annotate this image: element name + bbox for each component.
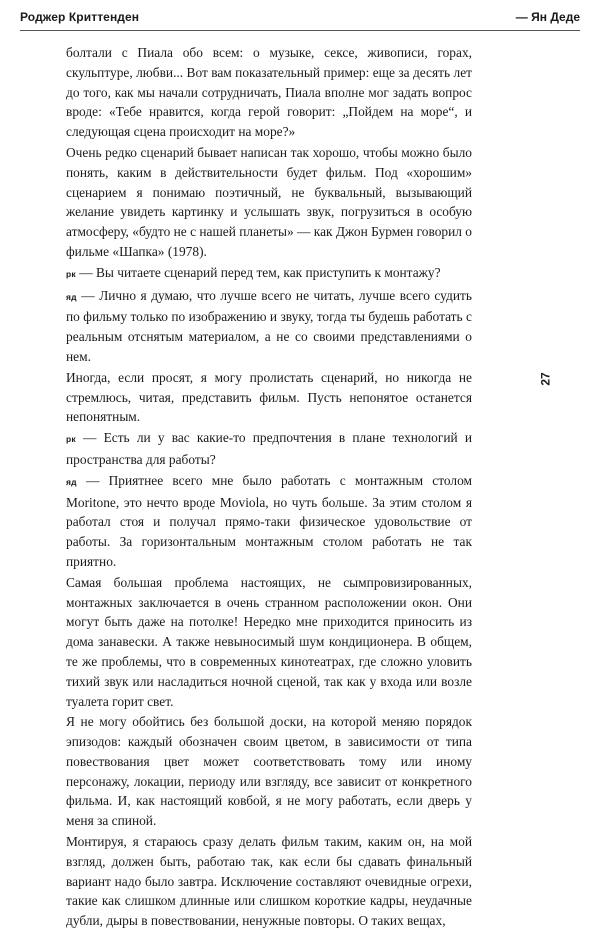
paragraph — [66, 832, 472, 931]
paragraph — [66, 43, 472, 142]
answer-paragraph — [66, 286, 472, 367]
running-head-author: Роджер Криттенден — [20, 10, 140, 24]
header-rule — [20, 30, 580, 31]
paragraph-text: Монтируя, я стараюсь сразу делать фильм таким, каким он, на мой взгляд, должен быть, работаю так, как если бы сдавать финальный вариант надо было завтра. Исключение составляют очевидные огрехи, такие как слишком длинные или слишком короткие кадры, неудачные дубли, дыры в повествовании, ненужные повторы. О таких вещах, — [66, 834, 472, 929]
running-head-interviewee: — Ян Деде — [515, 10, 580, 24]
question-paragraph — [66, 263, 472, 285]
paragraph-text: — Приятнее всего мне было работать с монтажным столом Moritone, это нечто вроде Moviola, но чуть больше. За этим столом я работал стоя и получал прямо-таки физическое удовольствие от работы. За горизонтальным монтажным столом работать не так приятно. — [66, 472, 472, 569]
paragraph — [66, 143, 472, 262]
paragraph — [66, 712, 472, 831]
paragraph-text: Самая большая проблема настоящих, не сымпровизированных, монтажных заключается в очень странном расположении окон. Они могут быть даже на потолке! Нередко мне приходится приносить из дома занавески. А также невыносимый шум кондиционера. В общем, те же проблемы, что в современных кинотеатрах, где сложно уловить тихий звук или насладиться ночной сценой, так как у входа или возле туалета горит свет. — [66, 574, 472, 709]
speaker-label-rk: рк — [66, 434, 76, 445]
speaker-label-yad: яд — [66, 291, 77, 302]
paragraph-text: Очень редко сценарий бывает написан так хорошо, чтобы можно было понять, каким в действительности будет фильм. Под «хорошим» сценарием я понимаю поэтичный, не буквальный, вызывающий желание увидеть картинку и услышать звук, погрузиться в особую атмосферу, «будто не с нашей планеты» — как Джон Бурмен говорил о фильме «Шапка» (1978). — [66, 144, 472, 259]
paragraph-text: Я не могу обойтись без большой доски, на которой меняю порядок эпизодов: каждый обозначен своим цветом, в зависимости от типа повествования цвет может соответствовать тому или иному персонажу, локации, периоду или взгляду, все зависит от конкретного фильма. И, как настоящий ковбой, я не могу работать, если дверь у меня за спиной. — [66, 714, 472, 829]
paragraph-text: болтали с Пиала обо всем: о музыке, сексе, живописи, горах, скульптуре, любви... Вот вам показательный пример: еще за десять лет до того, как мы начали сотрудничать, Пиала вполне мог задать вопрос вроде: «Тебе нравится, когда герой говорит: „Пойдем на море“, и следующая сцена происходит на море?» — [66, 45, 472, 140]
paragraph — [66, 368, 472, 427]
question-paragraph — [66, 428, 472, 470]
paragraph-text: — Лично я думаю, что лучше всего не читать, лучше всего судить по фильму только по изображению и звуку, тогда ты будешь работать с реальным отснятым материалом, а не со своими представлениями о нем. — [66, 287, 472, 364]
paragraph-text: Иногда, если просят, я могу пролистать сценарий, но никогда не стремлюсь, читая, представить фильм. Пусть непонятое останется непонятным. — [66, 369, 472, 425]
speaker-label-yad: яд — [66, 476, 77, 487]
speaker-label-rk: рк — [66, 268, 76, 279]
paragraph-text: — Вы читаете сценарий перед тем, как приступить к монтажу? — [79, 264, 441, 280]
body-text — [66, 43, 472, 931]
page-number: 27 — [538, 372, 553, 386]
paragraph — [66, 573, 472, 712]
answer-paragraph — [66, 471, 472, 572]
paragraph-text: — Есть ли у вас какие-то предпочтения в плане технологий и пространства для работы? — [66, 430, 472, 467]
